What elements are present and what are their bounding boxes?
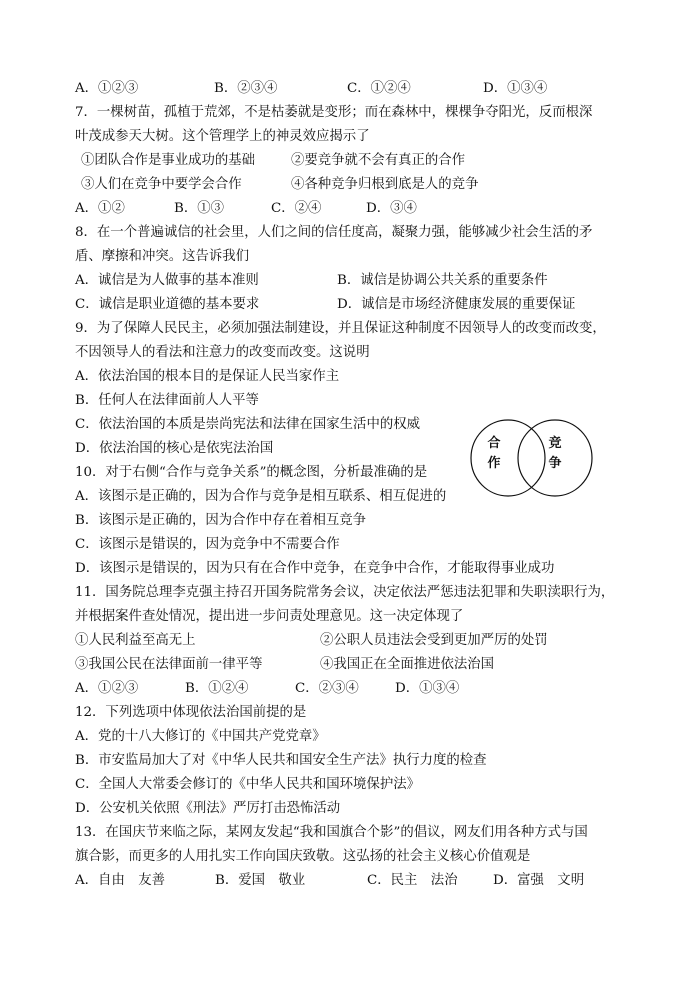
venn-label-jing: 竞 — [548, 436, 562, 451]
q9-option-b: B．任何人在法律面前人人平等 — [75, 393, 259, 408]
q8-option-d: D．诚信是市场经济健康发展的重要保证 — [337, 297, 576, 312]
q7-stem-line1: 7．一棵树苗，孤植于荒郊，不是枯萎就是变形；而在森林中，棵棵争夺阳光，反而根深 — [75, 105, 593, 120]
q9-option-a: A．依法治国的根本目的是保证人民当家作主 — [75, 369, 340, 384]
q7-item-3: ③人们在竞争中要学会合作 — [81, 177, 242, 192]
q11-item-1: ①人民利益至高无上 — [75, 633, 196, 648]
q13-option-c: C．民主 法治 — [367, 873, 458, 888]
q6-option-b: B．②③④ — [214, 81, 278, 96]
q8-stem-line1: 8．在一个普遍诚信的社会里，人们之间的信任度高，凝聚力强，能够减少社会生活的矛 — [75, 225, 593, 240]
q13-stem-line2: 旗合影，而更多的人用扎实工作向国庆致敬。这弘扬的社会主义核心价值观是 — [75, 849, 531, 864]
q7-item-2: ②要竞争就不会有真正的合作 — [291, 153, 466, 168]
q13-options — [75, 871, 584, 891]
q8-option-a: A．诚信是为人做事的基本准则 — [75, 273, 259, 288]
venn-circle-cooperation — [471, 420, 545, 496]
q11-option-b: B．①②④ — [185, 681, 249, 696]
q11-option-a: A．①②③ — [75, 681, 139, 696]
q11-option-c: C．②③④ — [295, 681, 359, 696]
q11-item-4: ④我国正在全面推进依法治国 — [320, 657, 495, 672]
q13-stem-line1: 13．在国庆节来临之际，某网友发起“我和国旗合个影”的倡议，网友们用各种方式与国 — [75, 825, 588, 840]
q7-items-row1 — [81, 151, 465, 171]
q7-options — [75, 199, 417, 219]
q6-option-c: C．①②④ — [347, 81, 411, 96]
venn-label-competition — [547, 436, 563, 472]
q11-item-3: ③我国公民在法律面前一律平等 — [75, 657, 263, 672]
q11-stem-line1: 11．国务院总理李克强主持召开国务院常务会议，决定依法严惩违法犯罪和失职渎职行为， — [75, 585, 615, 600]
q9-stem-line2: 不因领导人的看法和注意力的改变而改变。这说明 — [75, 345, 370, 360]
q10-stem: 10．对于右侧“合作与竞争关系”的概念图，分析最准确的是 — [75, 465, 428, 480]
q7-option-c: C．②④ — [271, 201, 322, 216]
q7-items-row2 — [81, 175, 478, 195]
q7-option-d: D．③④ — [366, 201, 417, 216]
q13-option-a: A．自由 友善 — [75, 873, 166, 888]
q7-item-1: ①团队合作是事业成功的基础 — [81, 153, 256, 168]
q12-option-a: A．党的十八大修订的《中国共产党党章》 — [75, 729, 326, 744]
q8-options-row1 — [75, 271, 548, 291]
q6-options — [75, 79, 547, 99]
q13-option-b: B．爱国 敬业 — [215, 873, 306, 888]
q8-stem-line2: 盾、摩擦和冲突。这告诉我们 — [75, 249, 250, 264]
q7-option-b: B．①③ — [174, 201, 225, 216]
q8-option-b: B．诚信是协调公共关系的重要条件 — [337, 273, 548, 288]
q11-item-2: ②公职人员违法会受到更加严厉的处罚 — [320, 633, 548, 648]
q11-items-row2 — [75, 655, 494, 675]
q9-option-d: D．依法治国的核心是依宪法治国 — [75, 441, 274, 456]
q6-option-a: A．①②③ — [75, 81, 139, 96]
q7-item-4: ④各种竞争归根到底是人的竞争 — [291, 177, 479, 192]
q7-stem-line2: 叶茂成参天大树。这个管理学上的神灵效应揭示了 — [75, 129, 370, 144]
q12-stem: 12．下列选项中体现依法治国前提的是 — [75, 705, 307, 720]
q11-option-d: D．①③④ — [395, 681, 460, 696]
q11-options — [75, 679, 459, 699]
venn-label-cooperation — [486, 436, 502, 472]
q12-option-c: C．全国人大常委会修订的《中华人民共和国环境保护法》 — [75, 777, 421, 792]
venn-label-zheng: 争 — [548, 456, 562, 471]
q9-option-c: C．依法治国的本质是崇尚宪法和法律在国家生活中的权威 — [75, 417, 421, 432]
q11-items-row1 — [75, 631, 548, 651]
venn-label-he: 合 — [487, 436, 501, 451]
q10-option-b: B．该图示是正确的，因为合作中存在着相互竞争 — [75, 513, 367, 528]
q8-options-row2 — [75, 295, 575, 315]
q9-stem-line1: 9．为了保障人民民主，必须加强法制建设，并且保证这种制度不因领导人的改变而改变， — [75, 321, 606, 336]
q10-option-a: A．该图示是正确的，因为合作与竞争是相互联系、相互促进的 — [75, 489, 447, 504]
q7-option-a: A．①② — [75, 201, 125, 216]
q12-option-d: D．公安机关依照《刑法》严厉打击恐怖活动 — [75, 801, 341, 816]
q10-option-c: C．该图示是错误的，因为竞争中不需要合作 — [75, 537, 340, 552]
q6-option-d: D．①③④ — [483, 81, 548, 96]
q12-option-b: B．市安监局加大了对《中华人民共和国安全生产法》执行力度的检查 — [75, 753, 487, 768]
q13-option-d: D．富强 文明 — [493, 873, 585, 888]
venn-label-zuo: 作 — [487, 456, 501, 471]
cooperation-competition-venn — [466, 418, 598, 498]
q11-stem-line2: 并根据案件查处情况，提出进一步问责处理意见。这一决定体现了 — [75, 609, 464, 624]
q8-option-c: C．诚信是职业道德的基本要求 — [75, 297, 260, 312]
q10-option-d: D．该图示是错误的，因为只有在合作中竞争，在竞争中合作，才能取得事业成功 — [75, 561, 555, 576]
